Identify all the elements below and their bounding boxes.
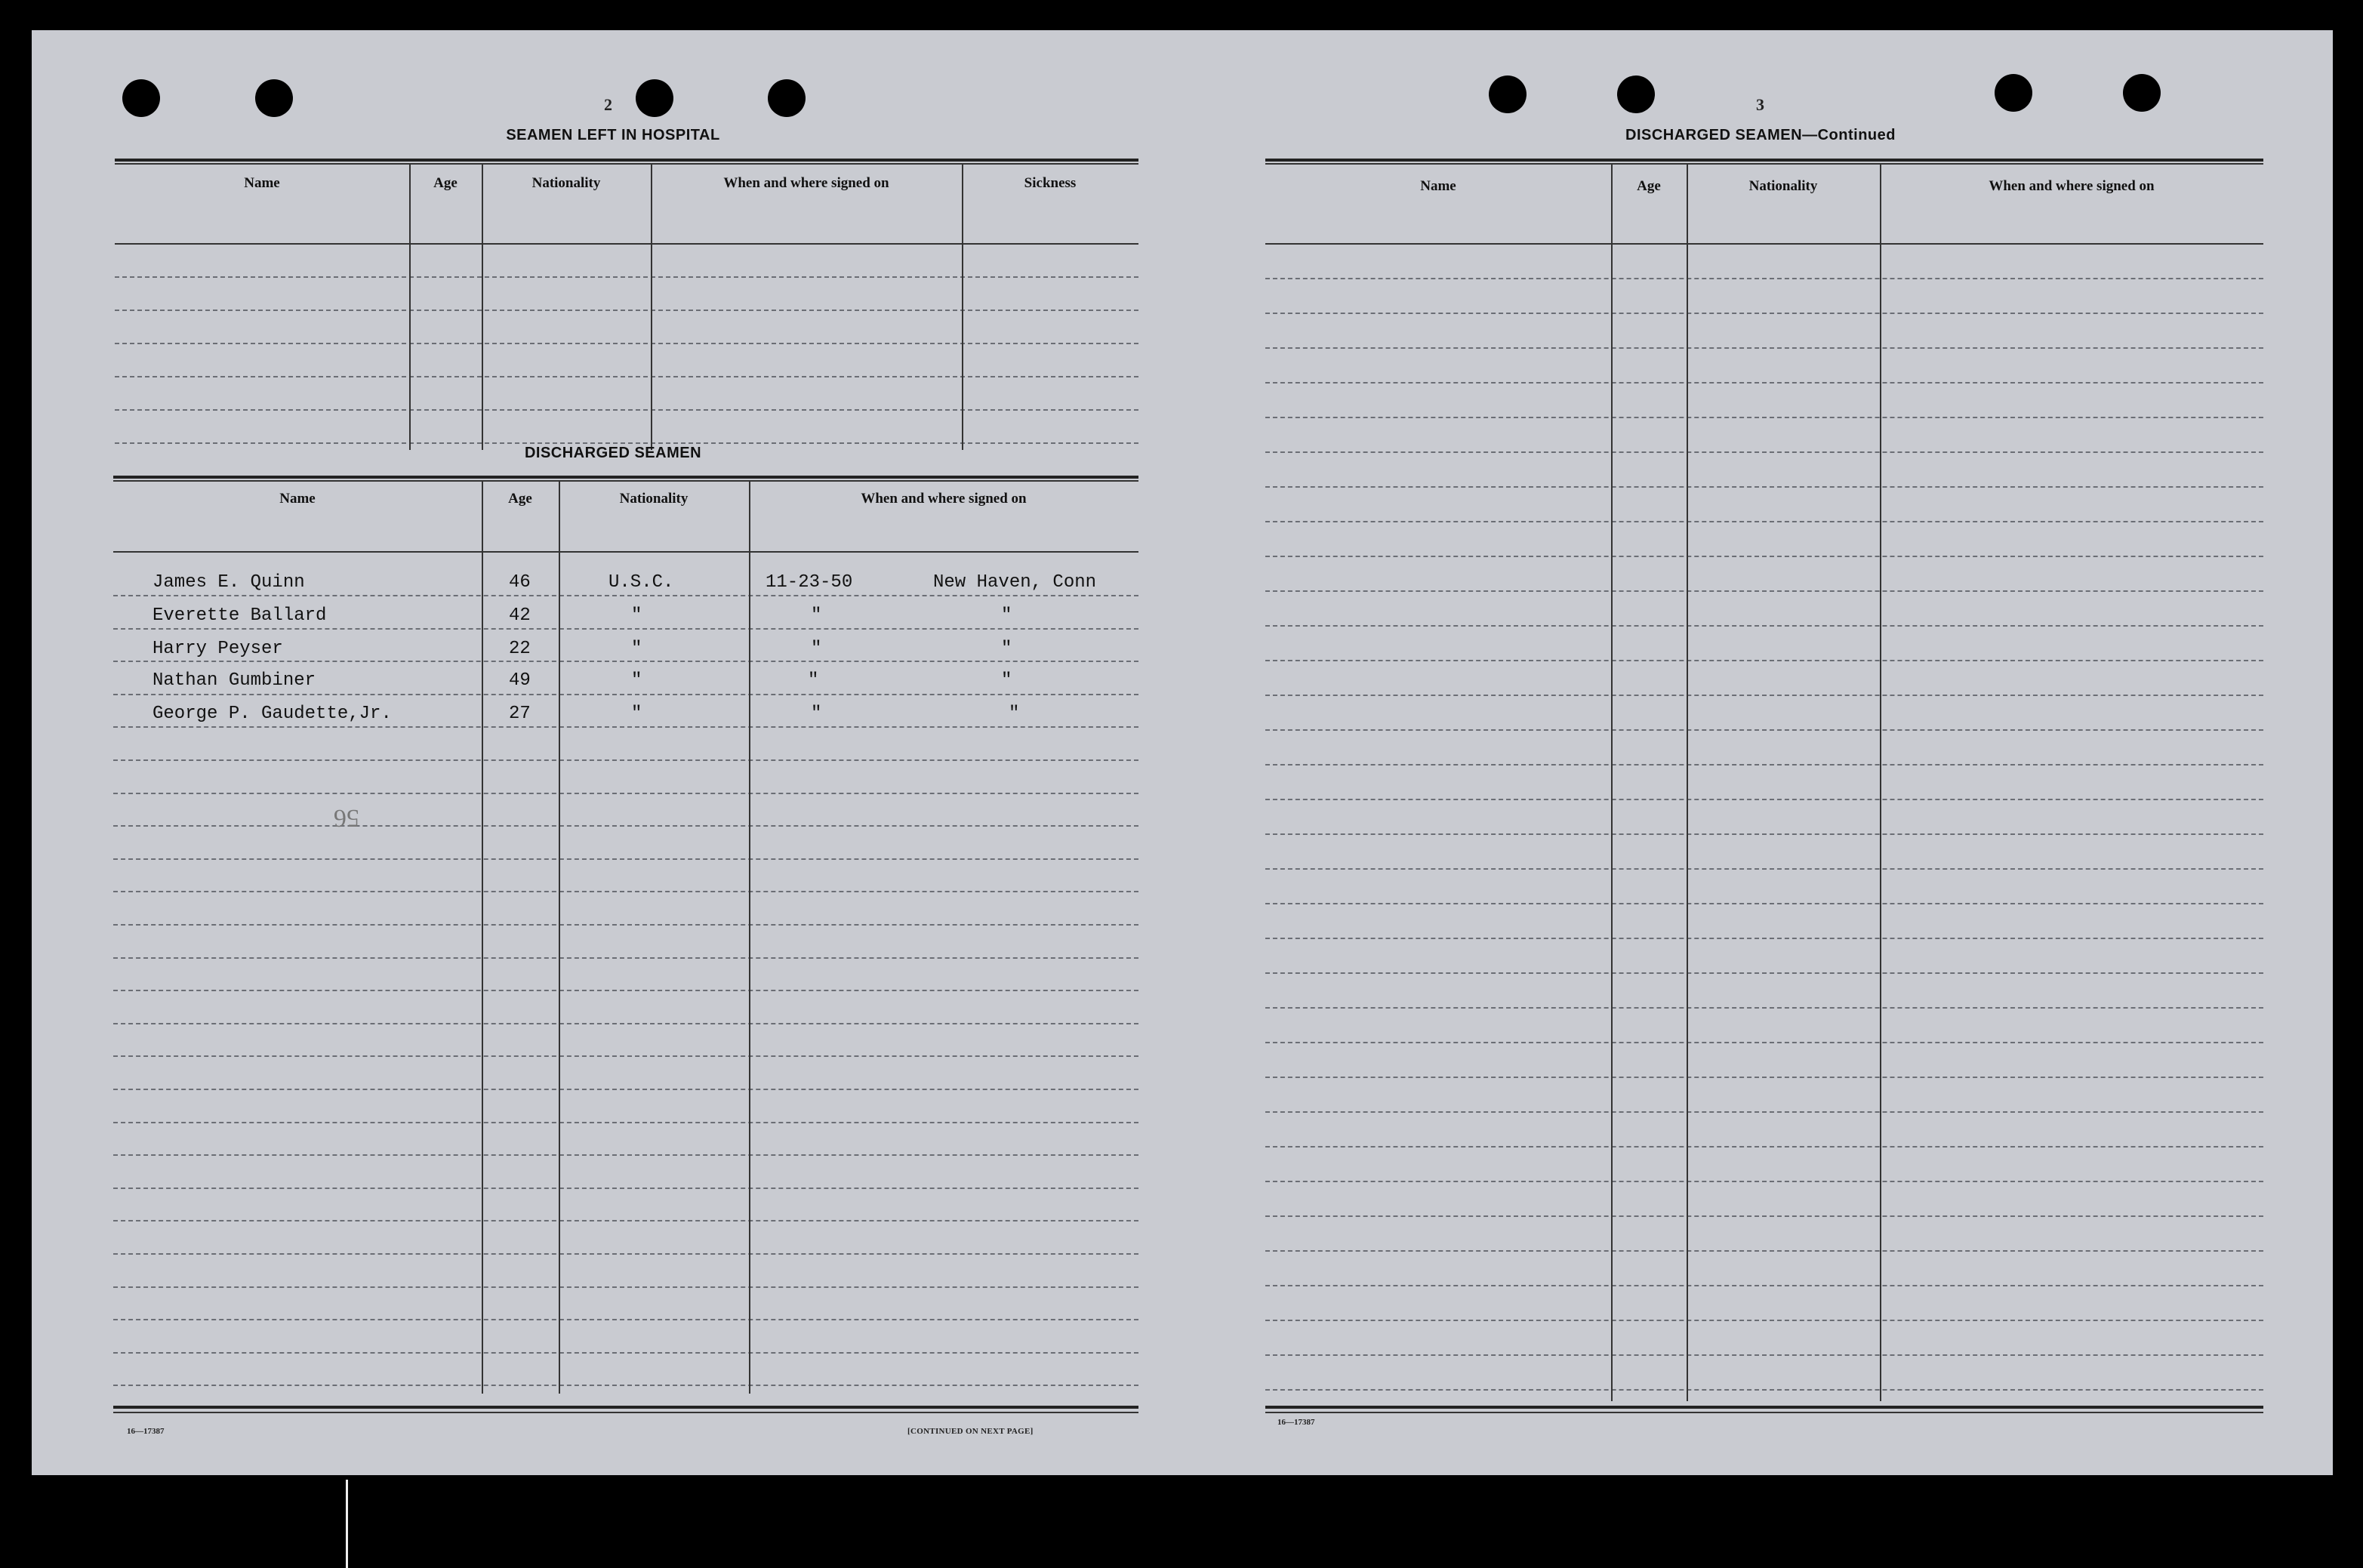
row-place: " [1009,704,1020,724]
row-date: 11-23-50 [766,572,853,593]
col-line [1880,163,1881,1401]
row-line [1265,1354,2263,1356]
row-date: " [811,639,822,659]
page-number: 2 [604,95,612,114]
rule [113,1412,1138,1413]
hospital-title: SEAMEN LEFT IN HOSPITAL [506,127,720,143]
row-place: " [1001,639,1012,659]
continued-header-nationality: Nationality [1748,178,1818,194]
row-line [1265,938,2263,939]
row-line [115,343,1138,344]
hospital-header-sickness: Sickness [1024,175,1077,191]
bleed-through-mark: 56 [334,804,359,832]
row-line [1265,451,2263,453]
discharged-title: DISCHARGED SEAMEN [524,445,702,461]
row-name: James E. Quinn [153,572,305,593]
hospital-header-nationality: Nationality [531,175,601,191]
col-line [482,480,483,1394]
row-line [1265,556,2263,557]
row-nationality: " [631,605,642,626]
row-line [113,595,1138,596]
row-line [113,825,1138,827]
row-name: Everette Ballard [153,605,327,626]
row-line [113,1319,1138,1320]
row-line [113,990,1138,991]
row-line [115,376,1138,377]
row-line [113,759,1138,761]
rule [113,551,1138,553]
row-line [1265,833,2263,835]
row-line [1265,1181,2263,1182]
rule [1265,159,2263,162]
col-line [482,163,483,450]
row-date: " [808,670,819,691]
row-line [1265,625,2263,627]
row-line [113,1352,1138,1354]
row-place: " [1001,605,1012,626]
continued-note: [CONTINUED ON NEXT PAGE] [907,1427,1034,1436]
col-line [1611,163,1613,1401]
row-line [113,793,1138,794]
row-line [115,409,1138,411]
rule [1265,243,2263,245]
row-line [113,924,1138,926]
row-line [113,1122,1138,1123]
col-line [651,163,652,450]
row-line [115,442,1138,444]
row-line [113,1154,1138,1156]
col-line [962,163,963,450]
row-place: New Haven, Conn [933,572,1097,593]
row-line [113,1023,1138,1024]
row-line [1265,1215,2263,1217]
row-line [113,1253,1138,1255]
row-date: " [811,704,822,724]
discharged-header-nationality: Nationality [619,491,689,507]
row-line [113,891,1138,892]
document-sheet [32,30,2333,1475]
row-line [113,1089,1138,1090]
row-line [115,276,1138,278]
row-line [1265,764,2263,766]
row-nationality: " [631,639,642,659]
form-number: 16—17387 [1277,1418,1315,1427]
row-line [113,1286,1138,1288]
row-line [1265,1111,2263,1113]
hospital-table [115,159,1138,450]
row-age: 46 [509,572,531,593]
row-line [113,957,1138,959]
row-line [113,726,1138,728]
rule [113,476,1138,479]
rule [115,159,1138,162]
rule [1265,1412,2263,1413]
row-line [113,1188,1138,1189]
row-line [1265,1285,2263,1286]
discharged-table [113,476,1138,1416]
hospital-header-name: Name [244,175,280,191]
row-name: Nathan Gumbiner [153,670,316,691]
hospital-header-age: Age [433,175,458,191]
discharged-header-age: Age [508,491,532,507]
row-line [113,1055,1138,1057]
col-line [1687,163,1688,1401]
row-line [1265,1320,2263,1321]
row-name: Harry Peyser [153,639,283,659]
discharged-continued-table [1265,159,2263,1416]
row-line [1265,486,2263,488]
row-nationality: U.S.C. [608,572,674,593]
row-line [1265,903,2263,904]
row-line [1265,972,2263,974]
row-line [113,858,1138,860]
discharged-header-signed-on: When and where signed on [861,491,1027,507]
continued-header-signed-on: When and where signed on [1989,178,2155,194]
form-number: 16—17387 [127,1427,165,1436]
rule [1265,1406,2263,1409]
row-line [1265,1007,2263,1009]
row-name: George P. Gaudette,Jr. [153,704,392,724]
rule [113,480,1138,482]
continued-header-name: Name [1420,178,1456,194]
col-line [559,480,560,1394]
row-line [1265,590,2263,592]
rule [115,243,1138,245]
col-line [409,163,411,450]
row-line [1265,278,2263,279]
row-line [1265,417,2263,418]
discharged-continued-title [1519,127,2002,144]
row-line [1265,695,2263,696]
row-line [113,1220,1138,1221]
row-line [1265,1077,2263,1078]
row-place: " [1001,670,1012,691]
row-line [1265,347,2263,349]
row-line [1265,521,2263,522]
row-line [1265,313,2263,314]
row-age: 22 [509,639,531,659]
page-number: 3 [1756,95,1764,114]
hospital-header-signed-on: When and where signed on [723,175,889,191]
rule [115,163,1138,165]
row-line [1265,799,2263,800]
rule [1265,163,2263,165]
rule [113,1406,1138,1409]
row-line [1265,1146,2263,1148]
row-line [1265,660,2263,661]
scan-edge-mark [346,1480,348,1568]
row-line [1265,382,2263,384]
row-line [1265,868,2263,870]
row-date: " [811,605,822,626]
row-line [115,310,1138,311]
right-page [1187,30,2333,1475]
row-line [1265,729,2263,731]
row-nationality: " [631,670,642,691]
row-age: 49 [509,670,531,691]
continued-header-age: Age [1637,178,1661,194]
row-line [1265,1250,2263,1252]
row-age: 42 [509,605,531,626]
left-page [32,30,1179,1475]
row-line [113,628,1138,630]
row-line [113,661,1138,662]
discharged-header-name: Name [279,491,316,507]
title-main: DISCHARGED SEAMEN [1625,127,1803,143]
row-line [113,694,1138,695]
title-continued: —Continued [1802,127,1896,143]
row-nationality: " [631,704,642,724]
row-line [1265,1389,2263,1391]
col-line [749,480,750,1394]
row-line [113,1385,1138,1386]
row-line [1265,1042,2263,1043]
row-age: 27 [509,704,531,724]
